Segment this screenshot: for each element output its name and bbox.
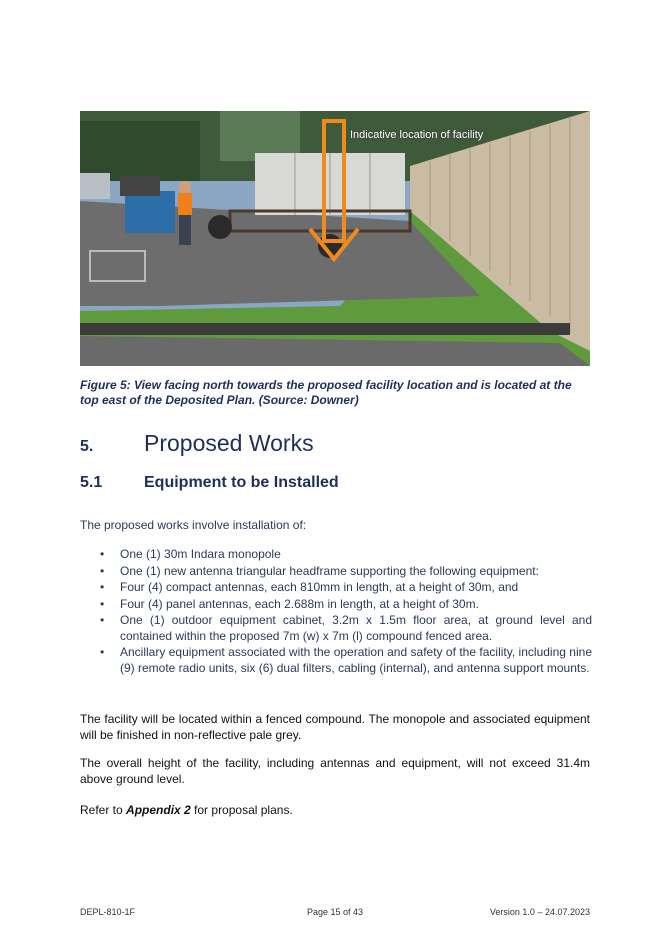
list-item <box>80 645 592 676</box>
list-item-text: One (1) outdoor equipment cabinet, 3.2m x 1.5m floor area, at ground level and contained within the proposed 7m (w) x 7m (l) compound fenced area. <box>120 613 592 643</box>
list-item <box>80 547 592 563</box>
list-item-text: One (1) new antenna triangular headframe supporting the following equipment: <box>120 563 539 578</box>
appendix-reference: Appendix 2 <box>126 803 191 817</box>
paragraph-height: The overall height of the facility, including antennas and equipment, will not exceed 31.4m above ground level. <box>80 756 590 786</box>
bullet-icon: • <box>100 547 105 561</box>
bullet-icon: • <box>100 613 105 627</box>
bullet-icon: • <box>100 596 105 611</box>
list-item-text: Ancillary equipment associated with the operation and safety of the facility, including nine (9) remote radio units, six (6) dual filters, cabling (internal), and antenna support mounts. <box>120 645 592 675</box>
list-item-text: Four (4) panel antennas, each 2.688m in length, at a height of 30m. <box>120 596 479 611</box>
intro-text: The proposed works involve installation of: <box>80 518 307 532</box>
equipment-list <box>80 547 592 677</box>
section-number: 5. <box>80 438 94 455</box>
section-title: Proposed Works <box>144 430 314 456</box>
site-photo-illustration <box>80 111 590 366</box>
paragraph-refer <box>80 803 590 819</box>
list-item <box>80 613 592 644</box>
version-info: Version 1.0 – 24.07.2023 <box>489 907 590 917</box>
photo-annotation-label: Indicative location of facility <box>350 129 484 141</box>
list-item <box>80 580 592 596</box>
subsection-heading <box>80 474 590 496</box>
list-item-text: Four (4) compact antennas, each 810mm in length, at a height of 30m, and <box>120 580 519 594</box>
bullet-icon: • <box>100 563 105 578</box>
bullet-icon: • <box>100 645 105 659</box>
page-number: Page 15 of 43 <box>307 907 364 917</box>
section-heading <box>80 430 590 462</box>
subsection-number: 5.1 <box>80 474 103 491</box>
figure-caption: Figure 5: View facing north towards the proposed facility location and is located at the top east of the Deposited Plan. (Source: Downer) <box>80 378 572 407</box>
refer-prefix: Refer to <box>80 803 127 817</box>
refer-suffix: for proposal plans. <box>190 803 293 817</box>
list-item-text: One (1) 30m Indara monopole <box>120 547 281 561</box>
document-id: DEPL-810-1F <box>80 907 136 917</box>
paragraph-compound: The facility will be located within a fenced compound. The monopole and associated equipment will be finished in non-reflective pale grey. <box>80 712 590 742</box>
site-photo <box>80 111 590 366</box>
list-item <box>80 564 592 580</box>
subsection-title: Equipment to be Installed <box>144 474 339 491</box>
bullet-icon: • <box>100 580 105 594</box>
list-item <box>80 597 592 613</box>
